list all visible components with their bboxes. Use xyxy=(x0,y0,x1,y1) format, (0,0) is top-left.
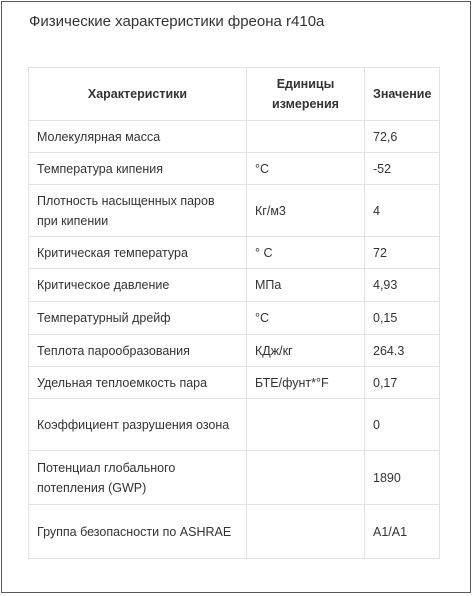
cell-units: ° С xyxy=(247,237,365,269)
header-units: Единицы измерения xyxy=(247,68,365,121)
cell-value: 0,17 xyxy=(365,367,440,399)
cell-units xyxy=(247,121,365,153)
cell-characteristic: Температура кипения xyxy=(29,153,247,185)
table-header-row xyxy=(29,68,440,121)
table-row xyxy=(29,237,440,269)
cell-units: Кг/м3 xyxy=(247,185,365,237)
cell-characteristic: Теплота парообразования xyxy=(29,335,247,367)
table-row xyxy=(29,121,440,153)
cell-characteristic: Температурный дрейф xyxy=(29,302,247,335)
cell-characteristic: Плотность насыщенных паров при кипении xyxy=(29,185,247,237)
cell-units: °С xyxy=(247,153,365,185)
cell-value: -52 xyxy=(365,153,440,185)
properties-table xyxy=(28,67,440,559)
table-row xyxy=(29,185,440,237)
cell-units: БТЕ/фунт*°F xyxy=(247,367,365,399)
cell-value: 1890 xyxy=(365,451,440,505)
cell-units xyxy=(247,505,365,559)
header-value: Значение xyxy=(365,68,440,121)
cell-units xyxy=(247,399,365,451)
table-row xyxy=(29,505,440,559)
cell-value: 72 xyxy=(365,237,440,269)
cell-value: 264.3 xyxy=(365,335,440,367)
cell-value: 0 xyxy=(365,399,440,451)
cell-value: A1/A1 xyxy=(365,505,440,559)
table-row xyxy=(29,399,440,451)
table-row xyxy=(29,335,440,367)
cell-characteristic: Группа безопасности по ASHRAE xyxy=(29,505,247,559)
cell-units: МПа xyxy=(247,269,365,302)
cell-characteristic: Критическое давление xyxy=(29,269,247,302)
cell-characteristic: Потенциал глобального потепления (GWP) xyxy=(29,451,247,505)
cell-value: 4,93 xyxy=(365,269,440,302)
cell-value: 4 xyxy=(365,185,440,237)
table-row xyxy=(29,367,440,399)
cell-characteristic: Коэффициент разрушения озона xyxy=(29,399,247,451)
cell-characteristic: Молекулярная масса xyxy=(29,121,247,153)
header-characteristic: Характеристики xyxy=(29,68,247,121)
cell-characteristic: Критическая температура xyxy=(29,237,247,269)
table-row xyxy=(29,153,440,185)
cell-value: 0,15 xyxy=(365,302,440,335)
page-title: Физические характеристики фреона r410a xyxy=(29,13,325,30)
cell-characteristic: Удельная теплоемкость пара xyxy=(29,367,247,399)
cell-value: 72,6 xyxy=(365,121,440,153)
table-row xyxy=(29,451,440,505)
cell-units xyxy=(247,451,365,505)
table-row xyxy=(29,302,440,335)
cell-units: КДж/кг xyxy=(247,335,365,367)
cell-units: °С xyxy=(247,302,365,335)
table-row xyxy=(29,269,440,302)
